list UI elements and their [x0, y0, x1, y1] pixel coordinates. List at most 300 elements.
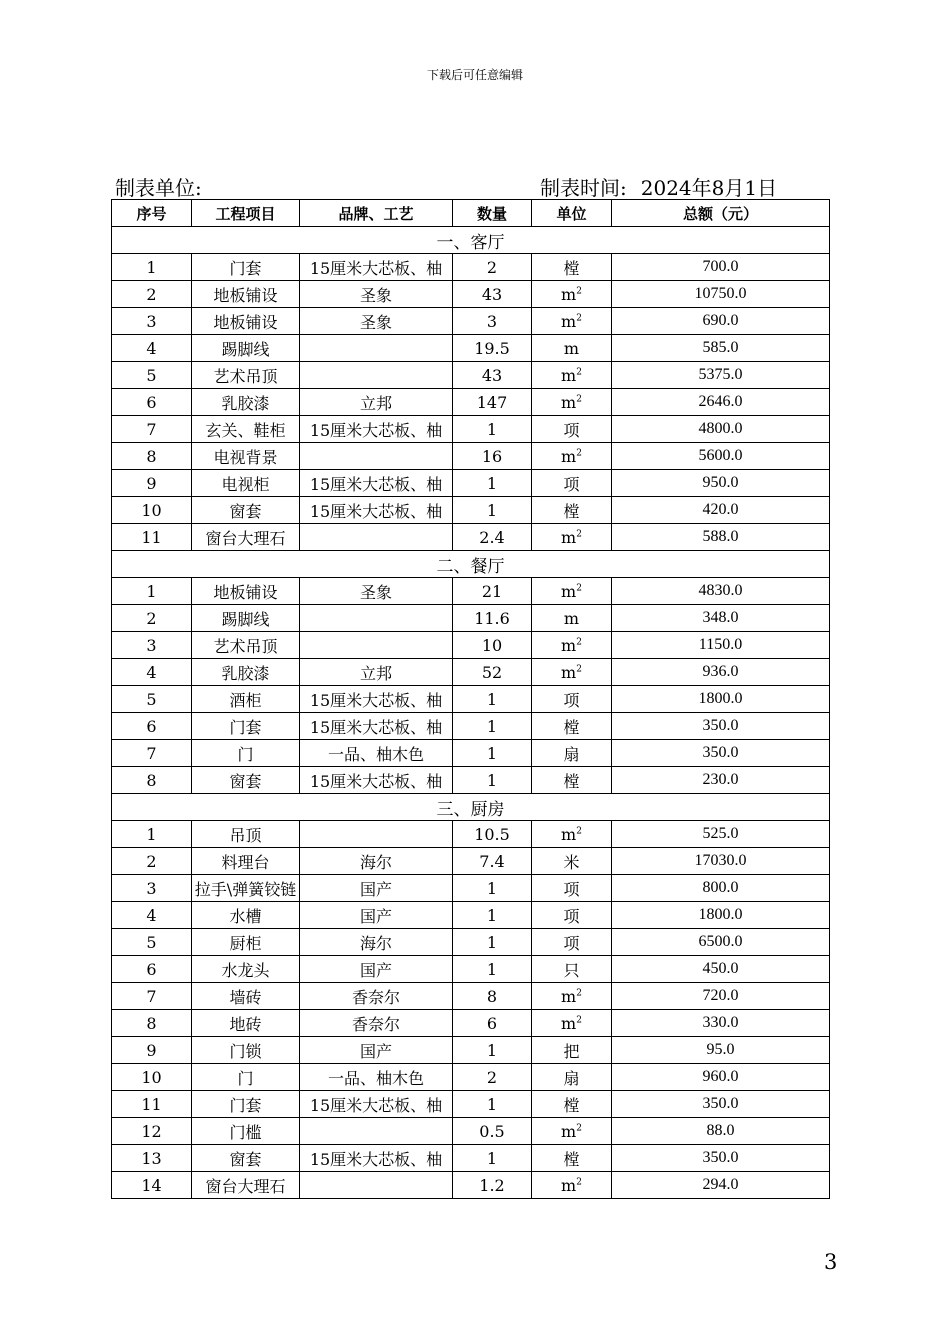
unit-text: 扇: [563, 744, 580, 764]
cell-amount: 4830.0: [612, 578, 830, 605]
cell-brand: 15厘米大芯板、柚: [300, 416, 453, 443]
cell-qty: 1: [453, 875, 532, 902]
col-header-amount: 总额（元）: [612, 200, 830, 227]
cell-brand: 15厘米大芯板、柚: [300, 254, 453, 281]
cell-qty: 8: [453, 983, 532, 1010]
cell-amount: 230.0: [612, 767, 830, 794]
unit-text: m: [561, 1013, 577, 1033]
cell-brand: [300, 821, 453, 848]
cell-unit: [532, 335, 612, 362]
cell-qty: 1: [453, 929, 532, 956]
cell-amount: 350.0: [612, 713, 830, 740]
cell-unit: [532, 632, 612, 659]
cell-unit: [532, 1172, 612, 1199]
cell-item: 水槽: [192, 902, 300, 929]
cell-item: 电视柜: [192, 470, 300, 497]
table-row: [112, 686, 830, 713]
cell-no: 4: [112, 902, 192, 929]
cell-unit: [532, 362, 612, 389]
cell-no: 6: [112, 389, 192, 416]
unit-text: m: [563, 338, 580, 358]
cell-qty: 1.2: [453, 1172, 532, 1199]
cell-amount: 1150.0: [612, 632, 830, 659]
cell-brand: 15厘米大芯板、柚: [300, 470, 453, 497]
table-row: [112, 1145, 830, 1172]
cell-amount: 95.0: [612, 1037, 830, 1064]
cell-unit: [532, 1037, 612, 1064]
cell-brand: 15厘米大芯板、柚: [300, 767, 453, 794]
unit-text: m: [561, 986, 577, 1006]
table-row: [112, 605, 830, 632]
col-header-item: 工程项目: [192, 200, 300, 227]
cell-brand: 圣象: [300, 578, 453, 605]
cell-no: 7: [112, 983, 192, 1010]
cell-item: 电视背景: [192, 443, 300, 470]
unit-text: m: [561, 311, 577, 331]
cell-qty: 2: [453, 254, 532, 281]
cell-item: 乳胶漆: [192, 389, 300, 416]
unit-superscript: 2: [576, 448, 582, 459]
cell-qty: 0.5: [453, 1118, 532, 1145]
cell-no: 9: [112, 1037, 192, 1064]
cell-qty: 43: [453, 281, 532, 308]
col-header-no: 序号: [112, 200, 192, 227]
unit-text: m: [561, 446, 577, 466]
table-row: [112, 1172, 830, 1199]
unit-text: 项: [563, 420, 580, 440]
unit-superscript: 2: [576, 988, 582, 999]
cell-unit: [532, 1091, 612, 1118]
section-title: 二、餐厅: [112, 551, 830, 578]
unit-text: m: [561, 635, 577, 655]
table-row: [112, 497, 830, 524]
cell-no: 8: [112, 443, 192, 470]
cell-item: 地砖: [192, 1010, 300, 1037]
cell-brand: 海尔: [300, 848, 453, 875]
col-header-brand: 品牌、工艺: [300, 200, 453, 227]
unit-text: 樘: [563, 1149, 580, 1169]
table-row: [112, 1091, 830, 1118]
unit-text: 扇: [563, 1068, 580, 1088]
cell-no: 10: [112, 1064, 192, 1091]
cell-brand: 香奈尔: [300, 1010, 453, 1037]
cell-unit: [532, 956, 612, 983]
section-title: 一、客厅: [112, 227, 830, 254]
cell-qty: 21: [453, 578, 532, 605]
table-row: [112, 443, 830, 470]
unit-text: 项: [563, 690, 580, 710]
cell-item: 酒柜: [192, 686, 300, 713]
cell-unit: [532, 740, 612, 767]
cell-item: 门: [192, 740, 300, 767]
cell-amount: 2646.0: [612, 389, 830, 416]
unit-superscript: 2: [576, 826, 582, 837]
cell-qty: 1: [453, 1091, 532, 1118]
table-row: [112, 740, 830, 767]
cell-item: 门锁: [192, 1037, 300, 1064]
unit-superscript: 2: [576, 367, 582, 378]
table-body: [112, 227, 830, 1199]
cell-brand: [300, 605, 453, 632]
table-row: [112, 281, 830, 308]
cell-no: 11: [112, 524, 192, 551]
unit-text: m: [561, 527, 577, 547]
unit-superscript: 2: [576, 286, 582, 297]
cell-item: 门槛: [192, 1118, 300, 1145]
cell-qty: 3: [453, 308, 532, 335]
unit-text: m: [561, 824, 577, 844]
cell-qty: 19.5: [453, 335, 532, 362]
cell-item: 窗套: [192, 767, 300, 794]
cell-unit: [532, 281, 612, 308]
table-row: [112, 659, 830, 686]
cell-no: 7: [112, 416, 192, 443]
cell-no: 3: [112, 875, 192, 902]
table-row: [112, 362, 830, 389]
unit-text: 米: [563, 852, 580, 872]
cell-amount: 960.0: [612, 1064, 830, 1091]
unit-text: m: [563, 608, 580, 628]
cell-item: 踢脚线: [192, 335, 300, 362]
cell-amount: 588.0: [612, 524, 830, 551]
unit-text: 把: [563, 1041, 580, 1061]
cell-amount: 348.0: [612, 605, 830, 632]
cell-brand: 香奈尔: [300, 983, 453, 1010]
table-row: [112, 470, 830, 497]
cell-qty: 1: [453, 470, 532, 497]
unit-text: m: [561, 1121, 577, 1141]
cell-no: 10: [112, 497, 192, 524]
cell-amount: 6500.0: [612, 929, 830, 956]
cell-qty: 6: [453, 1010, 532, 1037]
cell-amount: 5600.0: [612, 443, 830, 470]
section-row: [112, 551, 830, 578]
cell-item: 墙砖: [192, 983, 300, 1010]
cell-qty: 52: [453, 659, 532, 686]
header-note: 下载后可任意编辑: [426, 68, 523, 82]
table-row: [112, 1064, 830, 1091]
cell-brand: [300, 362, 453, 389]
unit-superscript: 2: [576, 1123, 582, 1134]
cell-item: 玄关、鞋柜: [192, 416, 300, 443]
cell-brand: 国产: [300, 1037, 453, 1064]
cell-no: 4: [112, 335, 192, 362]
cell-brand: 国产: [300, 956, 453, 983]
cell-brand: 圣象: [300, 308, 453, 335]
cell-unit: [532, 389, 612, 416]
unit-superscript: 2: [576, 637, 582, 648]
table-row: [112, 821, 830, 848]
cell-unit: [532, 767, 612, 794]
time-block: [540, 172, 777, 201]
section-row: [112, 227, 830, 254]
cell-qty: 1: [453, 416, 532, 443]
unit-superscript: 2: [576, 1015, 582, 1026]
cell-item: 厨柜: [192, 929, 300, 956]
cell-no: 3: [112, 308, 192, 335]
cell-item: 踢脚线: [192, 605, 300, 632]
unit-superscript: 2: [576, 529, 582, 540]
unit-text: 项: [563, 879, 580, 899]
unit-superscript: 2: [576, 1177, 582, 1188]
cell-item: 地板铺设: [192, 578, 300, 605]
unit-text: m: [561, 662, 577, 682]
unit-superscript: 2: [576, 394, 582, 405]
cell-amount: 350.0: [612, 1145, 830, 1172]
cell-amount: 525.0: [612, 821, 830, 848]
table-date: 2024年8月1日: [640, 176, 778, 200]
cell-unit: [532, 605, 612, 632]
cell-unit: [532, 1145, 612, 1172]
cell-no: 3: [112, 632, 192, 659]
table-row: [112, 1118, 830, 1145]
cell-amount: 10750.0: [612, 281, 830, 308]
cell-unit: [532, 578, 612, 605]
cell-no: 4: [112, 659, 192, 686]
cell-no: 9: [112, 470, 192, 497]
cell-amount: 330.0: [612, 1010, 830, 1037]
cell-item: 窗套: [192, 497, 300, 524]
cell-qty: 10: [453, 632, 532, 659]
cell-amount: 4800.0: [612, 416, 830, 443]
cell-unit: [532, 875, 612, 902]
table-row: [112, 1010, 830, 1037]
cell-qty: 1: [453, 713, 532, 740]
unit-text: m: [561, 392, 577, 412]
cell-brand: 一品、柚木色: [300, 1064, 453, 1091]
cell-amount: 350.0: [612, 740, 830, 767]
cell-brand: 15厘米大芯板、柚: [300, 713, 453, 740]
cell-unit: [532, 821, 612, 848]
cell-item: 乳胶漆: [192, 659, 300, 686]
table-row: [112, 416, 830, 443]
cell-item: 艺术吊顶: [192, 632, 300, 659]
cell-qty: 7.4: [453, 848, 532, 875]
cell-brand: 15厘米大芯板、柚: [300, 1091, 453, 1118]
col-header-qty: 数量: [453, 200, 532, 227]
cell-qty: 1: [453, 767, 532, 794]
cell-unit: [532, 929, 612, 956]
cell-brand: [300, 335, 453, 362]
cell-qty: 2.4: [453, 524, 532, 551]
cell-amount: 690.0: [612, 308, 830, 335]
table-row: [112, 929, 830, 956]
cell-amount: 950.0: [612, 470, 830, 497]
table-row: [112, 335, 830, 362]
cell-unit: [532, 848, 612, 875]
cell-unit: [532, 497, 612, 524]
cell-amount: 5375.0: [612, 362, 830, 389]
cell-unit: [532, 254, 612, 281]
unit-text: 只: [563, 960, 580, 980]
cell-item: 料理台: [192, 848, 300, 875]
cell-item: 门套: [192, 713, 300, 740]
unit-text: 樘: [563, 1095, 580, 1115]
section-title: 三、厨房: [112, 794, 830, 821]
cell-unit: [532, 524, 612, 551]
time-label: 制表时间:: [540, 176, 627, 200]
cell-no: 13: [112, 1145, 192, 1172]
table-row: [112, 578, 830, 605]
cell-amount: 294.0: [612, 1172, 830, 1199]
header-row: [112, 200, 830, 227]
cell-brand: 圣象: [300, 281, 453, 308]
unit-text: m: [561, 284, 577, 304]
unit-text: 樘: [563, 771, 580, 791]
cell-item: 地板铺设: [192, 308, 300, 335]
cell-brand: 一品、柚木色: [300, 740, 453, 767]
unit-superscript: 2: [576, 583, 582, 594]
page-number: 3: [824, 1250, 838, 1274]
cell-no: 11: [112, 1091, 192, 1118]
unit-text: 项: [563, 474, 580, 494]
unit-text: m: [561, 581, 577, 601]
cell-qty: 11.6: [453, 605, 532, 632]
cell-item: 地板铺设: [192, 281, 300, 308]
budget-table: [111, 199, 830, 1199]
cell-unit: [532, 713, 612, 740]
cell-qty: 43: [453, 362, 532, 389]
cell-no: 6: [112, 956, 192, 983]
table-row: [112, 848, 830, 875]
cell-item: 吊顶: [192, 821, 300, 848]
table-row: [112, 632, 830, 659]
cell-amount: 800.0: [612, 875, 830, 902]
cell-no: 2: [112, 605, 192, 632]
cell-no: 8: [112, 1010, 192, 1037]
cell-brand: [300, 1172, 453, 1199]
cell-brand: [300, 443, 453, 470]
cell-brand: [300, 524, 453, 551]
cell-amount: 17030.0: [612, 848, 830, 875]
cell-item: 水龙头: [192, 956, 300, 983]
cell-amount: 420.0: [612, 497, 830, 524]
cell-brand: 15厘米大芯板、柚: [300, 686, 453, 713]
cell-qty: 1: [453, 1145, 532, 1172]
table-meta: [113, 172, 821, 200]
cell-item: 窗台大理石: [192, 524, 300, 551]
cell-amount: 450.0: [612, 956, 830, 983]
cell-item: 窗台大理石: [192, 1172, 300, 1199]
unit-text: 项: [563, 933, 580, 953]
cell-item: 门套: [192, 1091, 300, 1118]
unit-label: 制表单位:: [115, 176, 202, 200]
cell-no: 6: [112, 713, 192, 740]
cell-unit: [532, 983, 612, 1010]
table-row: [112, 902, 830, 929]
cell-unit: [532, 470, 612, 497]
unit-superscript: 2: [576, 664, 582, 675]
cell-amount: 350.0: [612, 1091, 830, 1118]
cell-no: 5: [112, 929, 192, 956]
cell-brand: 立邦: [300, 389, 453, 416]
cell-amount: 936.0: [612, 659, 830, 686]
cell-brand: 国产: [300, 902, 453, 929]
cell-qty: 2: [453, 1064, 532, 1091]
cell-item: 门套: [192, 254, 300, 281]
cell-no: 14: [112, 1172, 192, 1199]
cell-no: 1: [112, 578, 192, 605]
cell-unit: [532, 1118, 612, 1145]
cell-qty: 16: [453, 443, 532, 470]
cell-no: 5: [112, 362, 192, 389]
cell-no: 2: [112, 848, 192, 875]
table-row: [112, 983, 830, 1010]
cell-amount: 720.0: [612, 983, 830, 1010]
table-row: [112, 524, 830, 551]
cell-unit: [532, 308, 612, 335]
cell-item: 拉手\弹簧铰链: [192, 875, 300, 902]
table-row: [112, 713, 830, 740]
table-row: [112, 956, 830, 983]
unit-text: 樘: [563, 717, 580, 737]
section-row: [112, 794, 830, 821]
unit-text: m: [561, 365, 577, 385]
cell-amount: 1800.0: [612, 686, 830, 713]
cell-no: 12: [112, 1118, 192, 1145]
cell-qty: 10.5: [453, 821, 532, 848]
cell-brand: 15厘米大芯板、柚: [300, 497, 453, 524]
cell-no: 2: [112, 281, 192, 308]
cell-qty: 1: [453, 902, 532, 929]
cell-brand: 立邦: [300, 659, 453, 686]
unit-superscript: 2: [576, 313, 582, 324]
cell-amount: 1800.0: [612, 902, 830, 929]
cell-unit: [532, 686, 612, 713]
cell-unit: [532, 416, 612, 443]
cell-qty: 1: [453, 740, 532, 767]
cell-qty: 147: [453, 389, 532, 416]
cell-no: 8: [112, 767, 192, 794]
table-row: [112, 389, 830, 416]
cell-item: 窗套: [192, 1145, 300, 1172]
unit-text: 樘: [563, 258, 580, 278]
cell-brand: 海尔: [300, 929, 453, 956]
cell-amount: 700.0: [612, 254, 830, 281]
cell-unit: [532, 1064, 612, 1091]
cell-qty: 1: [453, 497, 532, 524]
cell-unit: [532, 443, 612, 470]
cell-brand: [300, 1118, 453, 1145]
table-row: [112, 1037, 830, 1064]
table-row: [112, 875, 830, 902]
cell-qty: 1: [453, 686, 532, 713]
table-row: [112, 308, 830, 335]
cell-qty: 1: [453, 1037, 532, 1064]
table-row: [112, 767, 830, 794]
cell-unit: [532, 659, 612, 686]
cell-brand: 国产: [300, 875, 453, 902]
unit-text: 项: [563, 906, 580, 926]
col-header-unit: 单位: [532, 200, 612, 227]
unit-text: 樘: [563, 501, 580, 521]
cell-item: 艺术吊顶: [192, 362, 300, 389]
unit-text: m: [561, 1175, 577, 1195]
cell-unit: [532, 1010, 612, 1037]
cell-brand: 15厘米大芯板、柚: [300, 1145, 453, 1172]
table-row: [112, 254, 830, 281]
cell-no: 5: [112, 686, 192, 713]
cell-brand: [300, 632, 453, 659]
cell-item: 门: [192, 1064, 300, 1091]
cell-qty: 1: [453, 956, 532, 983]
cell-unit: [532, 902, 612, 929]
cell-amount: 88.0: [612, 1118, 830, 1145]
cell-no: 1: [112, 821, 192, 848]
cell-no: 7: [112, 740, 192, 767]
cell-amount: 585.0: [612, 335, 830, 362]
cell-no: 1: [112, 254, 192, 281]
